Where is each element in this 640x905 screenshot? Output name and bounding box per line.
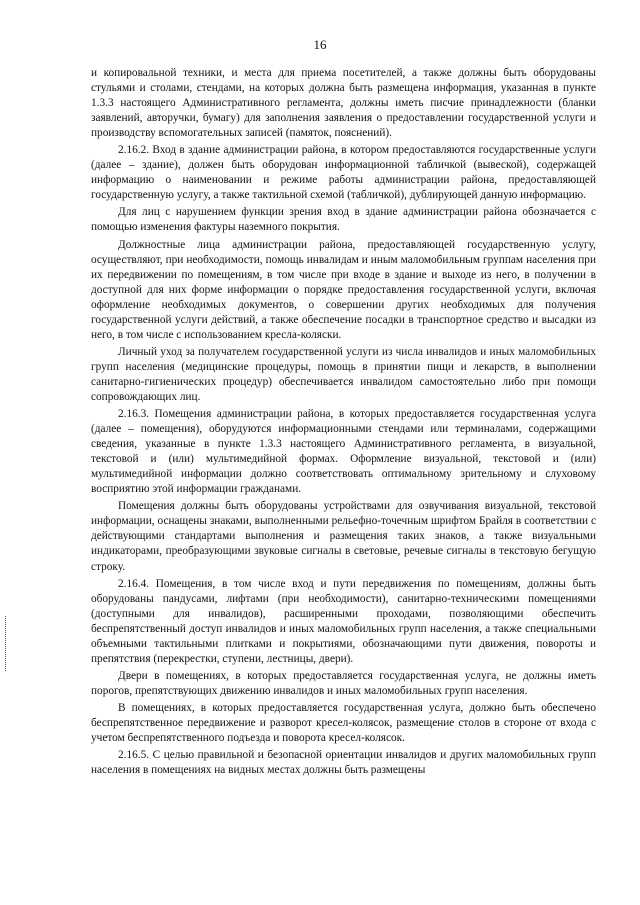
- paragraph-personal-care: Личный уход за получателем государственной услуги из числа инвалидов и иных маломобильных групп населения (медицинские процедуры, помощь в принятии пищи и лекарств, в выполнении санитарно-гигиенических процедур) обеспечивается инвалидом самостоятельно либо при помощи сопровождающих лиц.: [91, 345, 596, 403]
- body-text: [91, 66, 596, 780]
- paragraph-vision-impaired-entry: Для лиц с нарушением функции зрения вход в здание администрации района обозначается с помощью изменения фактуры наземного покрытия.: [91, 206, 596, 234]
- margin-mark: [5, 616, 9, 671]
- paragraph-2-16-4: 2.16.4. Помещения, в том числе вход и пути передвижения по помещениям, должны быть оборудованы пандусами, лифтами (при необходимости), санитарно-техническими помещениями (доступными для инвалидов), расширенными проходами, позволяющими обеспечить беспрепятственный доступ инвалидов и иных маломобильных групп населения, а также специальными объемными тактильными плитками и покрытиями, обозначающими пути движения, повороты и препятствия (перекрестки, ступени, лестницы, двери).: [91, 577, 596, 665]
- paragraph-2-16-3: 2.16.3. Помещения администрации района, в которых предоставляется государственная услуга (далее – помещения), оборудуются информационными стендами или терминалами, содержащими сведения, указанные в пункте 1.3.3 настоящего Административного регламента, в визуальной, текстовой и (или) мультимедийной формах. Оформление визуальной, текстовой и (или) мультимедийной информации должно соответствовать оптимальному зрительному и слуховому восприятию этой информации гражданами.: [91, 408, 596, 496]
- paragraph-doors: Двери в помещениях, в которых предоставляется государственная услуга, не должны иметь порогов, препятствующих движению инвалидов и иных маломобильных групп населения.: [91, 669, 596, 697]
- paragraph-wheelchair-movement: В помещениях, в которых предоставляется государственная услуга, должно быть обеспечено беспрепятственное передвижение и разворот кресел-колясок, размещение столов в стороне от входа с учетом беспрепятственного подъезда и поворота кресел-колясок.: [91, 701, 596, 745]
- paragraph-continuation: и копировальной техники, и места для приема посетителей, а также должны быть оборудованы стульями и столами, стендами, на которых должна быть размещена информация, указанная в пункте 1.3.3 настоящего Административного регламента, должны иметь писчие принадлежности (бланки заявлений, авторучки, бумагу) для заполнения заявления о предоставлении государственной услуги и производству вспомогательных записей (памяток, пояснений).: [91, 67, 596, 140]
- page-number: 16: [313, 37, 327, 52]
- paragraph-rooms-equipment: Помещения должны быть оборудованы устройствами для озвучивания визуальной, текстовой информации, оснащены знаками, выполненными рельефно-точечным шрифтом Брайля в соответствии с действующими стандартами выполнения и размещения таких знаков, а также визуальными индикаторами, преобразующими звуковые сигналы в световые, речевые сигналы в текстовую бегущую строку.: [91, 500, 596, 573]
- paragraph-2-16-5: 2.16.5. С целью правильной и безопасной ориентации инвалидов и других маломобильных групп населения в помещениях на видных местах должны быть размещены: [91, 749, 596, 777]
- paragraph-officials-assistance: Должностные лица администрации района, предоставляющей государственную услугу, осуществляют, при необходимости, помощь инвалидам и иным маломобильным группам населения при их передвижении по помещениям, в том числе при входе в здание и выходе из него, в получении в доступной для них форме информации о порядке предоставления государственной услуги, включая оформление необходимых документов, о совершении других необходимых для получения государственной услуги действий, а также обеспечение посадки в транспортное средство и высадки из него, в том числе с использованием кресла-коляски.: [91, 238, 596, 341]
- paragraph-2-16-2: 2.16.2. Вход в здание администрации района, в котором предоставляются государственные услуги (далее – здание), должен быть оборудован информационной табличкой (вывеской), содержащей информацию о наименовании и режиме работы администрации района, предоставляющей государственную услугу, а также тактильной схемой (табличкой), дублирующей данную информацию.: [91, 144, 596, 202]
